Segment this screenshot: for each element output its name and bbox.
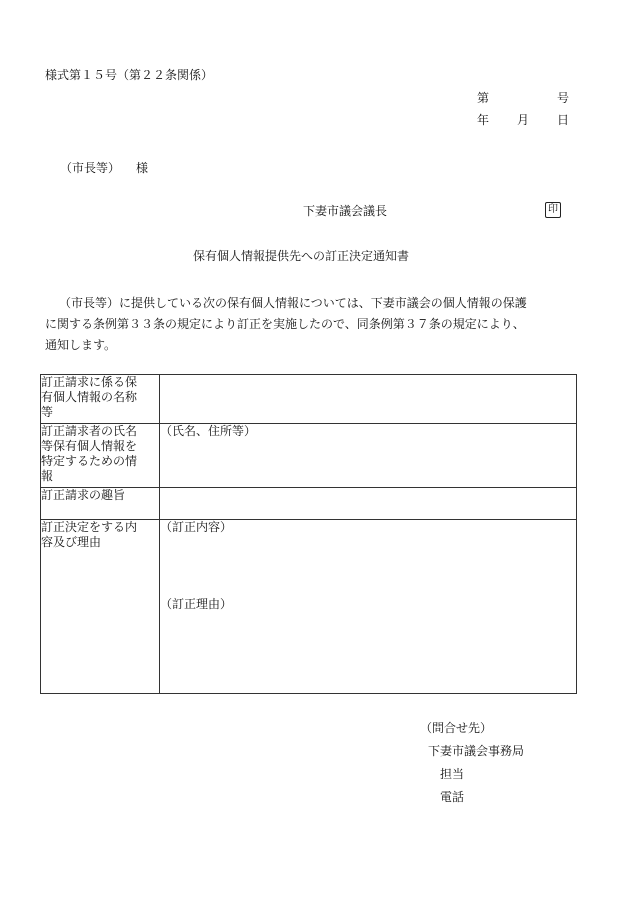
label-line: 訂正請求に係る保: [41, 375, 138, 389]
row3-label: [41, 488, 160, 520]
label-line: 訂正請求の趣旨: [41, 488, 126, 502]
contact-office: 下妻市議会事務局: [428, 744, 525, 758]
label-line: 訂正請求者の氏名: [41, 424, 138, 438]
row1-value[interactable]: [160, 375, 577, 424]
form-number: 様式第１５号（第２２条関係）: [45, 68, 214, 82]
row2-value[interactable]: [160, 424, 577, 488]
row2-label: [41, 424, 160, 488]
label-line: 報: [41, 469, 54, 483]
body-line: 通知します。: [45, 338, 117, 352]
doc-no-dai: 第: [477, 91, 490, 105]
doc-no-go: 号: [557, 91, 570, 105]
table-row: [41, 488, 577, 520]
label-line: 特定するための情: [41, 454, 138, 468]
row1-label: [41, 375, 160, 424]
table-row: [41, 375, 577, 424]
contact-phone: 電話: [440, 790, 465, 804]
body-line: に関する条例第３３条の規定により訂正を実施したので、同条例第３７条の規定により、: [45, 317, 525, 331]
label-line: 等: [41, 405, 54, 419]
label-line: 等保有個人情報を: [41, 439, 138, 453]
addressee-sama: 様: [136, 161, 149, 175]
sender-title: 下妻市議会議長: [303, 204, 388, 218]
label-line: 有個人情報の名称: [41, 390, 138, 404]
table-row: [41, 520, 577, 694]
contact-heading: （問合せ先）: [420, 721, 493, 735]
table-row: [41, 424, 577, 488]
date-year: 年: [477, 113, 490, 127]
row2-value-text: （氏名、住所等）: [160, 424, 257, 438]
body-line: （市長等）に提供している次の保有個人情報については、下妻市議会の個人情報の保護: [59, 296, 527, 310]
label-line: 容及び理由: [41, 535, 102, 549]
document-title: 保有個人情報提供先への訂正決定通知書: [193, 249, 410, 263]
row4-label: [41, 520, 160, 694]
addressee-name: （市長等）: [60, 161, 121, 175]
row4-content-text: （訂正内容）: [160, 520, 233, 534]
row4-value[interactable]: [160, 520, 577, 694]
contact-person: 担当: [440, 767, 465, 781]
body-text: [45, 293, 585, 356]
row4-reason-text: （訂正理由）: [160, 597, 233, 611]
row3-value[interactable]: [160, 488, 577, 520]
date-day: 日: [557, 113, 570, 127]
form-table: [40, 374, 577, 694]
seal-mark: 印: [545, 202, 561, 218]
date-month: 月: [517, 113, 530, 127]
label-line: 訂正決定をする内: [41, 520, 138, 534]
